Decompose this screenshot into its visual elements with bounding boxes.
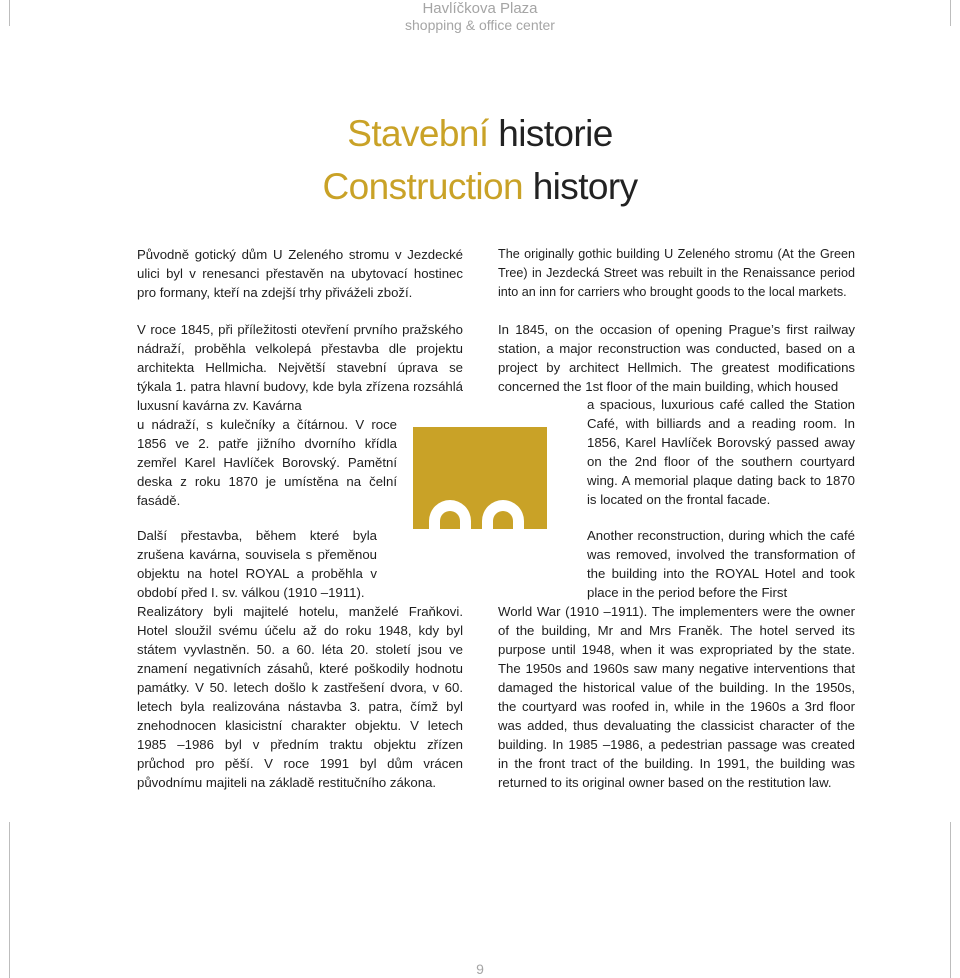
english-paragraph-3b: World War (1910 –1911). The implementers were the owner of the building, Mr and Mrs Franěk. The hotel served its purpose until 1948, when it was expropriated by the state. The 1950s and 1960s saw many negative interventions that damaged the historical value of the building. In the 1950s, the courtyard was roofed in, while in the 1960s a 3rd floor was added, thus devaluating the classicist character of the building. In 1985 –1986, a pedestrian passage was created in the front tract of the building. In 1991, the building was returned to its original owner based on the restitution law. [498, 604, 855, 790]
brand-name: Havlíčkova Plaza [422, 0, 538, 17]
crop-mark-bottom-left [9, 822, 10, 978]
english-paragraph-2a: In 1845, on the occasion of opening Prague’s first railway station, a major reconstruction was conducted, based on a project by architect Hellmich. The greatest modifications concerned the 1st floor of the main building, which housed [498, 322, 855, 394]
crop-mark-bottom-right [950, 822, 951, 978]
brand-subtitle: shopping & office center [405, 17, 555, 33]
brand-header [0, 0, 960, 33]
english-paragraph-3a: Another reconstruction, during which the café was removed, involved the transformation of the building into the ROYAL Hotel and took place in the period before the First [587, 528, 855, 600]
title-english-accent: Construction [322, 166, 524, 207]
title-czech-accent: Stavební [347, 113, 489, 154]
czech-paragraph-3b: Realizátory byli majitelé hotelu, manželé Fraňkovi. Hotel sloužil svému účelu až do roku 1948, kdy byl státem vyvlastněn. 50. a 60. léta 20. století jsou ve znamení negativních zásahů, které poškodily hodnotu památky. V 50. letech došlo k zastřešení dvora, v 60. letech byla realizována nástavba 3. patra, čímž byl znehodnocen klasicistní charakter objektu. V letech 1985 –1986 byl v předním traktu objektu zřízen průchod pro pěší. V roce 1991 byl dům vrácen původnímu majiteli na základě restitučního zákona. [137, 604, 463, 790]
double-arch-logo-icon [413, 427, 547, 529]
czech-paragraph-1: Původně gotický dům U Zeleného stromu v Jezdecké ulici byl v renesanci přestavěn na ubytovací hostinec pro formany, kteří na zdejší trhy přiváželi zboží. [137, 247, 463, 300]
english-paragraph-2b: a spacious, luxurious café called the Station Café, with billiards and a reading room. In 1856, Karel Havlíček Borovský passed away on the 2nd floor of the southern courtyard wing. A memorial plaque dating back to 1870 is located on the frontal facade. [587, 397, 855, 507]
title-czech-rest: historie [488, 113, 613, 154]
english-paragraph-1: The originally gothic building U Zeleného stromu (At the Green Tree) in Jezdecká Street was rebuilt in the Renaissance period into an inn for carriers who brought goods to the local markets. [498, 247, 855, 299]
czech-paragraph-2a: V roce 1845, při příležitosti otevření prvního pražského nádraží, proběhla velkolepá přestavba dle projektu architekta Hellmicha. Největší stavební úprava se týkala 1. patra hlavní budovy, kde byla zřízena rozsáhlá luxusní kavárna zv. Kavárna [137, 322, 463, 413]
czech-paragraph-3a: Další přestavba, během které byla zrušena kavárna, souvisela s přeměnou objektu na hotel ROYAL a proběhla v období před I. sv. válkou (1910 –1911). [137, 528, 377, 600]
title-english-rest: history [523, 166, 638, 207]
czech-paragraph-2b: u nádraží, s kulečníky a čítárnou. V roce 1856 ve 2. patře jižního dvorního křídla zemřel Karel Havlíček Borovský. Pamětní deska z roku 1870 je umístěna na čelní fasádě. [137, 417, 397, 508]
page-title-english [0, 167, 960, 207]
page-number: 9 [476, 961, 484, 977]
page-title-czech [0, 114, 960, 154]
